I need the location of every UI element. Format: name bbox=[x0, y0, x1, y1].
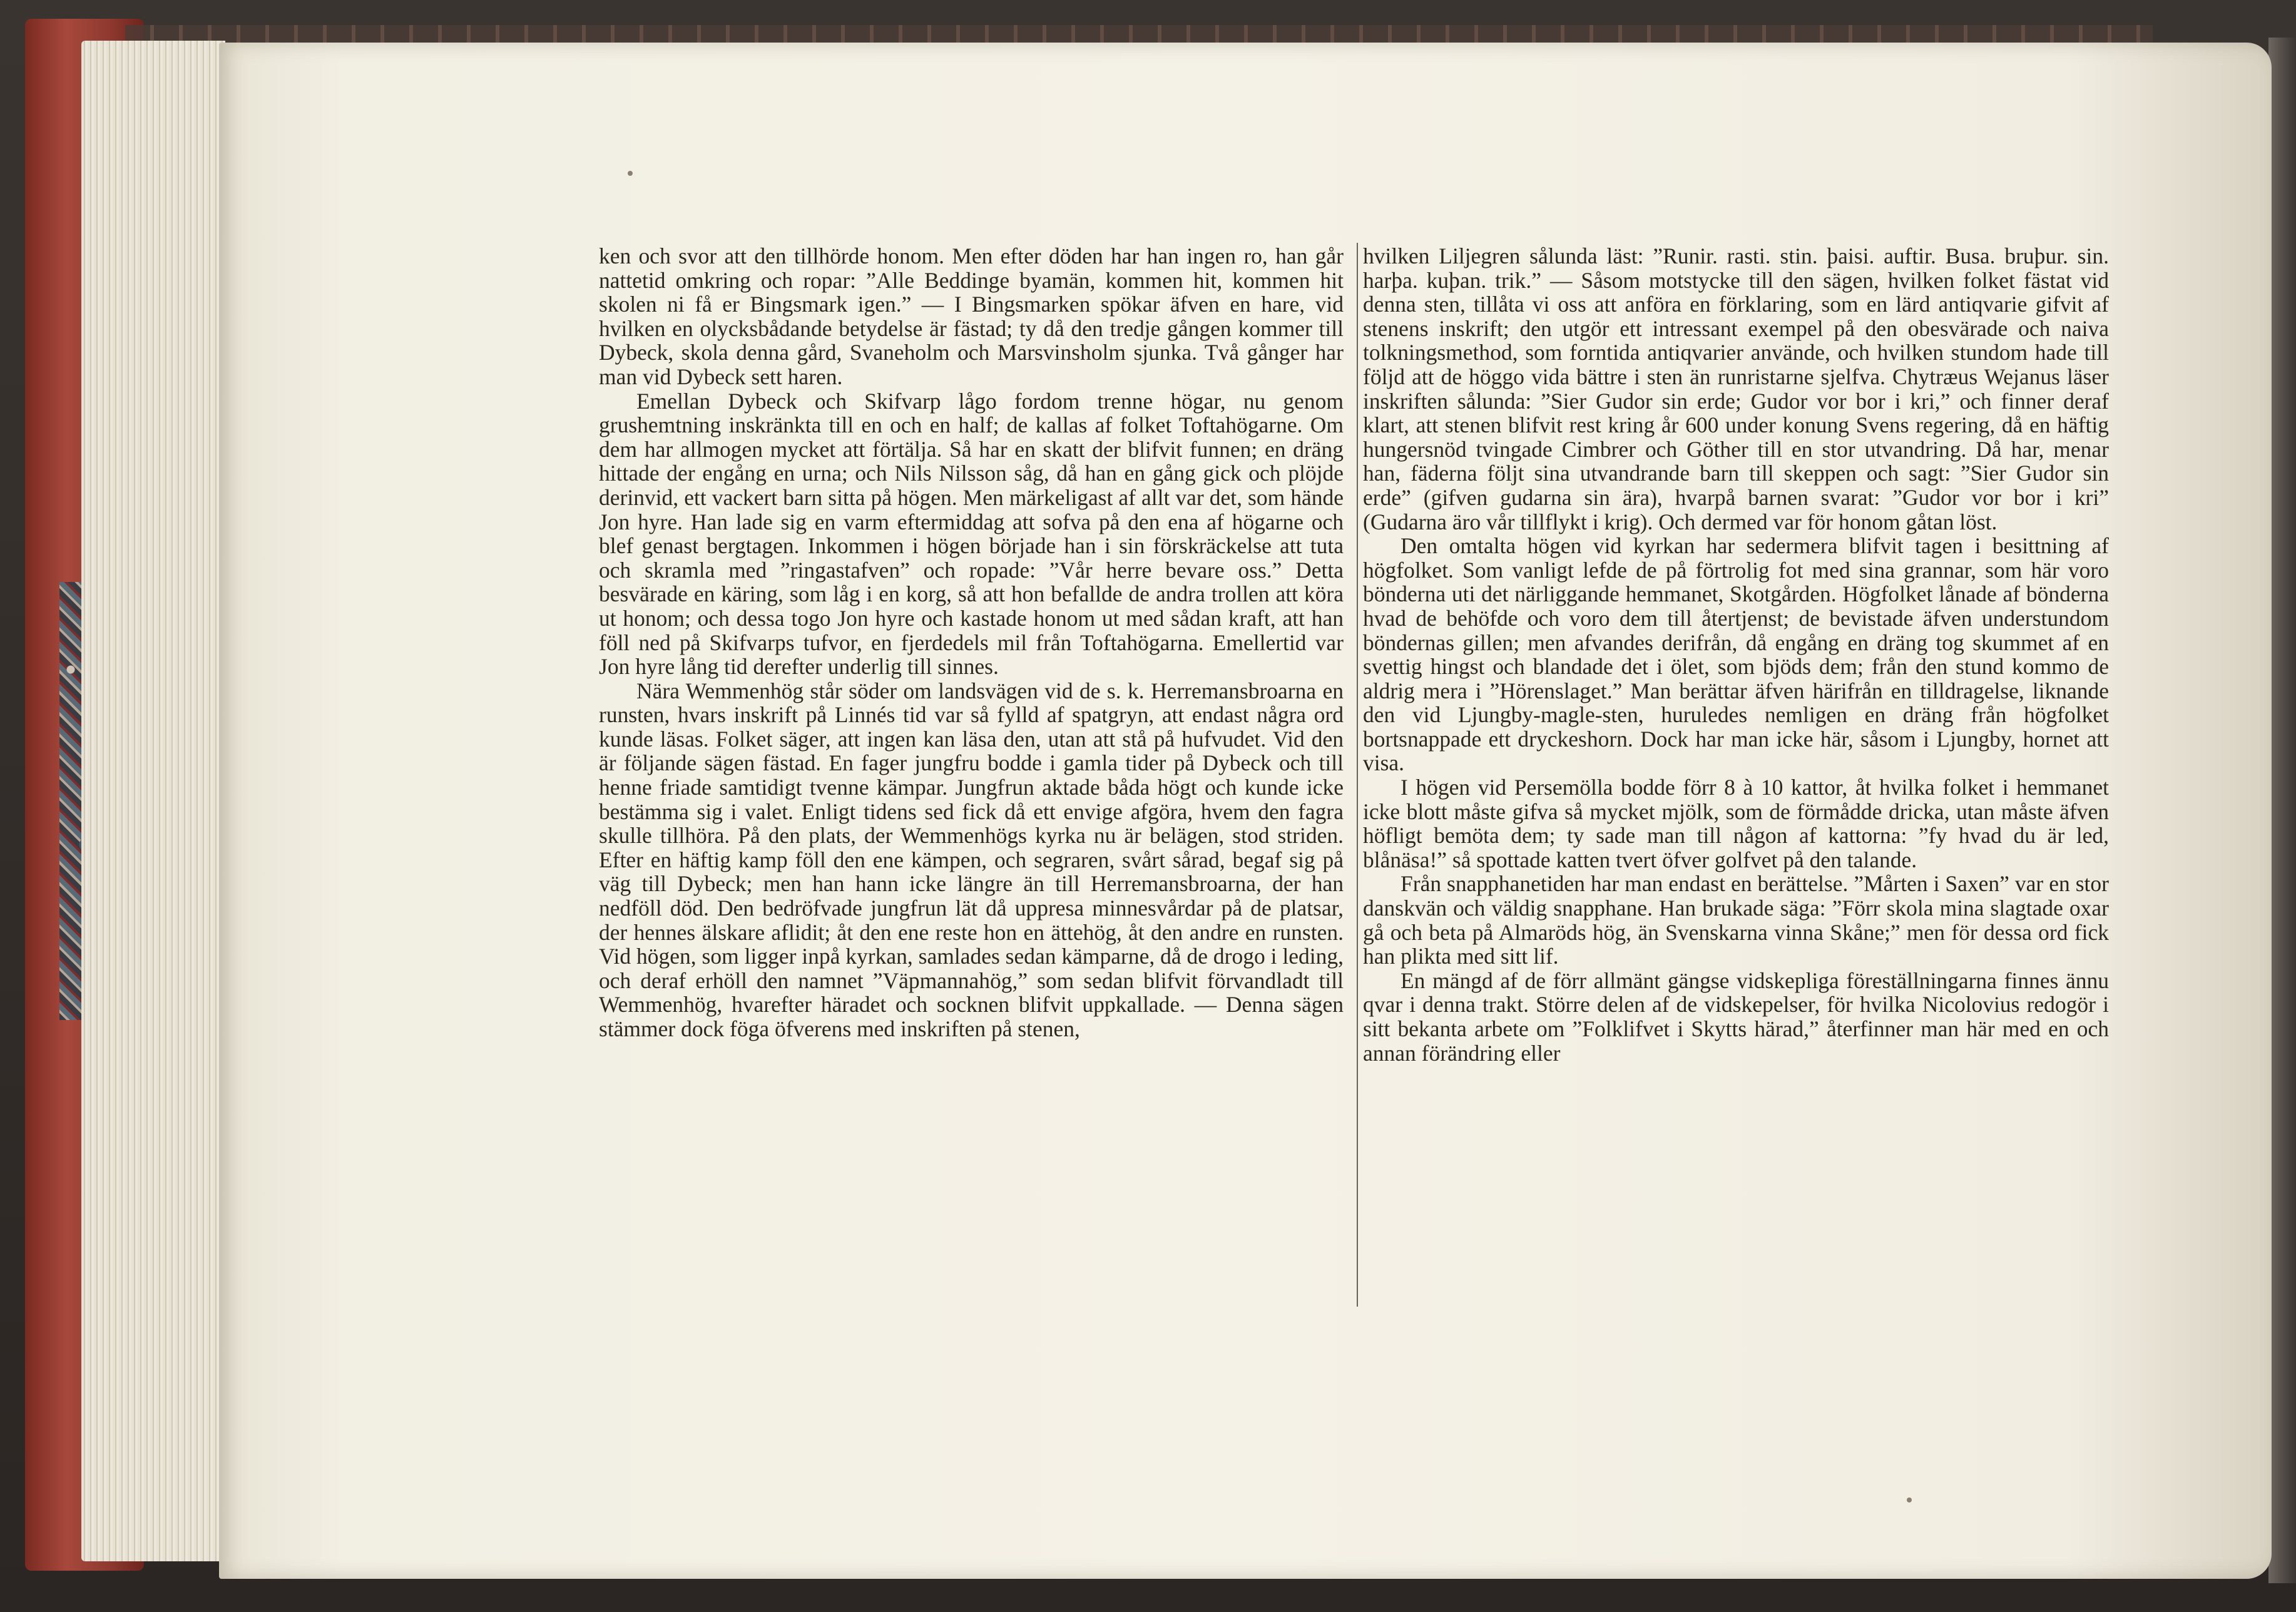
page-edges-stack bbox=[81, 41, 225, 1561]
paragraph: Nära Wemmenhög står söder om landsvägen vid de s. k. Herremansbroarna en runsten, hvars inskrift på Linnés tid var så fylld af spatgryn, att endast några ord kunde läsas. Folket säger, att ingen kan läsa den, utan att stå på hufvudet. Vid den är följande sägen fästad. En fager jungfru bodde i gamla tider på Dybeck och till henne friade samtidigt tvenne kämpar. Jungfrun aktade båda högt och kunde icke bestämma sig i valet. Enligt tidens sed fick då ett envige afgöra, hvem den fagra skulle tillhöra. På den plats, der Wemmenhögs kyrka nu är belägen, stod striden. Efter en häftig kamp föll den ene kämpen, och segraren, svårt sårad, begaf sig på väg till Dybeck; men han hann icke längre än till Herremansbroarna, der han nedföll död. Den bedröfvade jungfrun lät då uppresa minnesvårdar på de platsar, der hennes älskare aflidit; åt den ene reste hon en ättehög, åt den andre en runsten. Vid högen, som ligger inpå kyrkan, samlades sedan kämparne, då de drogo i leding, och deraf erhöll den namnet ”Väpmannahög,” som sedan blifvit förvandladt till Wemmenhög, hvarefter häradet och socknen blifvit uppkallade. — Denna sägen stämmer dock föga öfverens med inskriften på stenen, bbox=[599, 678, 1344, 1041]
paragraph: hvilken Liljegren sålunda läst: ”Runir. rasti. stin. þaisi. auftir. Busa. bruþur. sin. harþa. kuþan. trik.” — Såsom motstycke till den sägen, hvilken folket fästat vid denna sten, tillåta vi oss att anföra en förklaring, som en lärd antiqvarie gifvit af stenens inskrift; den utgör ett intressant exempel på den obesvärade och naiva tolkningsmethod, som forntida antiqvarier använde, och hvilken stundom hade till följd att de höggo vida bättre i sten än runristarne sjelfva. Chytræus Wejanus läser inskriften sålunda: ”Sier Gudor sin erde; Gudor vor bor i kri,” och finner deraf klart, att stenen blifvit rest kring år 600 under konung Svens regering, då en häftig hungersnöd tvingade Cimbrer och Göther till en stor utvandring. Då har, menar han, fäderna följt sina utvandrande barn till skeppen och sagt: ”Sier Gudor sin erde” (gifven gudarna sin ära), hvarpå barnen svarat: ”Gudor vor bor i kri” (Gudarna äro vår tillflykt i krig). Och dermed var för honom gåtan löst. bbox=[1363, 243, 2109, 534]
paper-speck bbox=[628, 171, 633, 176]
paper-speck bbox=[1907, 1497, 1912, 1502]
paragraph: En mängd af de förr allmänt gängse vidskepliga föreställningarna finnes ännu qvar i denna trakt. Större delen af de vidskepelser, för hvilka Nicolovius redogör i sitt bekanta arbete om ”Folklifvet i Skytts härad,” återfinner man här med en och annan förändring eller bbox=[1363, 967, 2109, 1066]
book-top-edge bbox=[125, 25, 2153, 44]
paragraph: Emellan Dybeck och Skifvarp lågo fordom trenne högar, nu genom grushemtning inskränkta till en och en half; de kallas af folket Toftahögarne. Om dem har allmogen mycket att förtälja. Så har en skatt der blifvit funnen; en dräng hittade der engång en urna; och Nils Nilsson såg, då han en gång gick och plöjde derinvid, ett vackert barn sitta på högen. Men märkeligast af allt var det, som hände Jon hyre. Han lade sig en varm eftermiddag att sofva på den ena af högarne och blef genast bergtagen. Inkommen i högen började han i sin förskräckelse att tuta och skramla med ”ringastafven” och ropade: ”Vår herre bevare oss.” Detta besvärade en käring, som låg i en korg, så att hon befallde de andra trollen att köra ut honom; och dessa togo Jon hyre och kastade honom ut med sådan kraft, att han föll ned på Skifvarps tufvor, en fjerdedels mil från Toftahögarna. Emellertid var Jon hyre lång tid derefter underlig till sinnes. bbox=[599, 388, 1344, 680]
column-divider bbox=[1357, 243, 1358, 1307]
text-column-left bbox=[599, 244, 1344, 1041]
paragraph: I högen vid Persemölla bodde förr 8 à 10 kattor, åt hvilka folket i hemmanet icke blott måste gifva så mycket mjölk, som de förmådde dricka, utan måste äfven höfligt bemöta dem; ty sade man till någon af kattorna: ”fy hvad du är led, blånäsa!” så spottade katten tvert öfver golfvet på den talande. bbox=[1363, 775, 2109, 872]
paragraph: Från snapphanetiden har man endast en berättelse. ”Mårten i Saxen” var en stor danskvän och väldig snapphane. Han brukade säga: ”Förr skola mina slagtade oxar gå och beta på Almaröds hög, än Svenskarna vinna Skåne;” men för dessa ord fick han plikta med sitt lif. bbox=[1363, 871, 2109, 969]
text-column-right bbox=[1363, 244, 2109, 1065]
paragraph: ken och svor att den tillhörde honom. Men efter döden har han ingen ro, han går nattetid omkring och ropar: ”Alle Beddinge byamän, kommen hit, kommen hit skolen ni få er Bingsmark igen.” — I Bingsmarken spökar äfven en hare, vid hvilken en olycksbådande betydelse är fästad; ty då den tredje gången kommer till Dybeck, skola denna gård, Svaneholm och Marsvinsholm sjunka. Två gånger har man vid Dybeck sett haren. bbox=[599, 243, 1344, 389]
book-right-edge bbox=[2268, 38, 2296, 1583]
paragraph: Den omtalta högen vid kyrkan har sedermera blifvit tagen i besittning af högfolket. Som vanligt lefde de på förtrolig fot med sina grannar, som här voro bönderna uti det närliggande hemmanet, Skotgården. Högfolket lånade af bönderna hvad de behöfde och voro dem till återtjenst; de bevistade äfven understundom böndernas gillen; men afvandes derifrån, då engång en dräng tog skummet af en svettig hingst och blandade det i ölet, som bjöds dem; från den stund kommo de aldrig mera i ”Hörenslaget.” Man berättar äfven härifrån en tilldragelse, liknande den vid Ljungby-magle-sten, huruledes nemligen en dräng från högfolket bortsnappade ett dryckeshorn. Dock har man icke här, såsom i Ljungby, hornet att visa. bbox=[1363, 533, 2109, 776]
